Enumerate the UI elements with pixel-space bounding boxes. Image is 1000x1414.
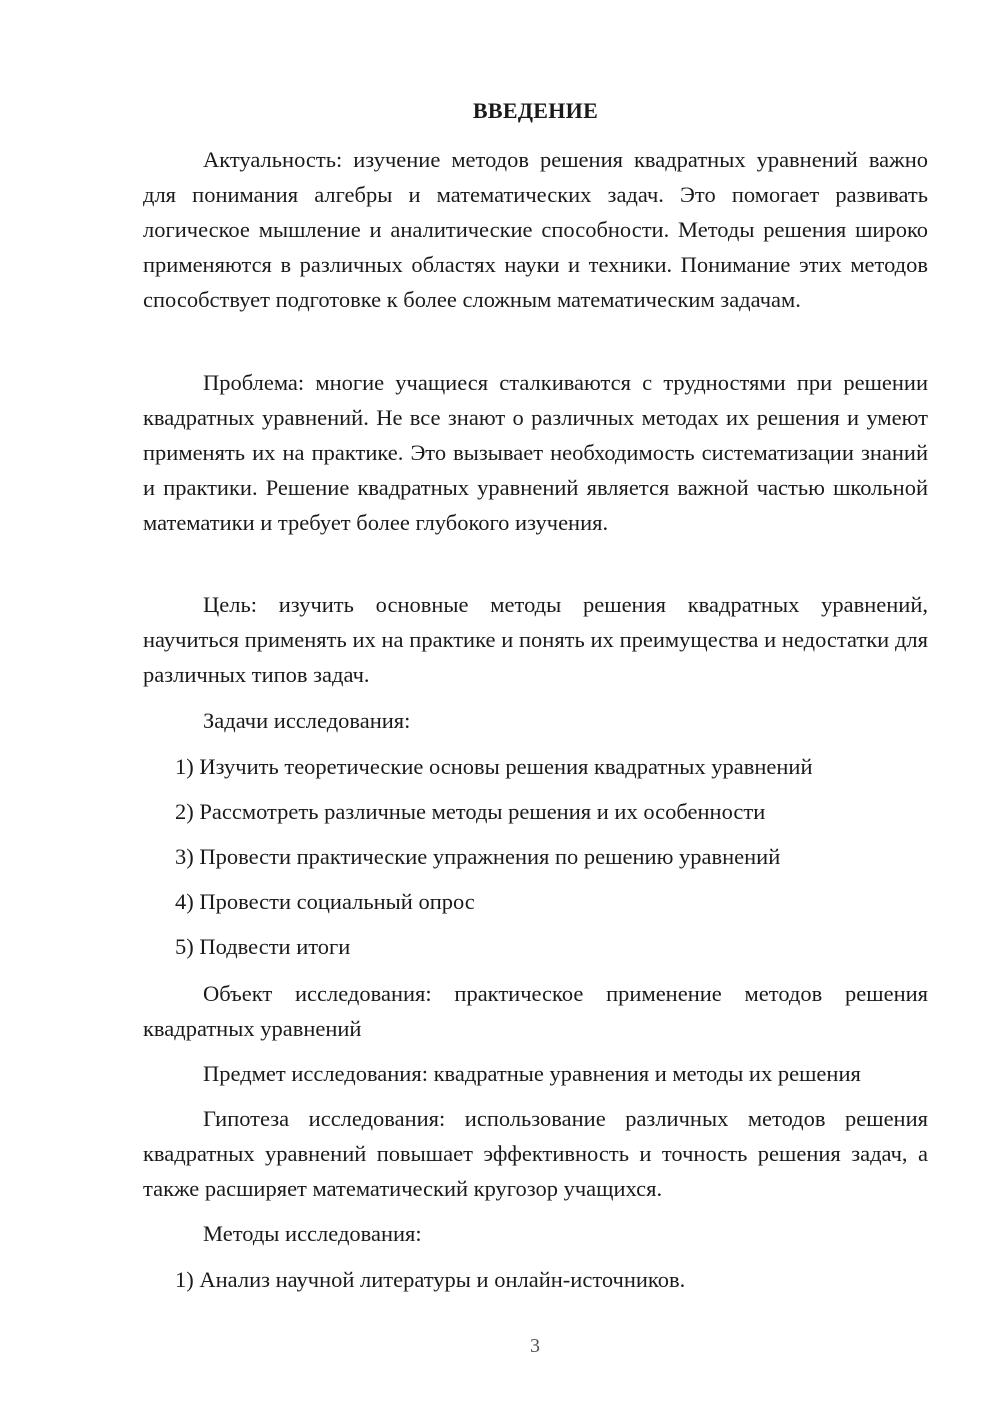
object-paragraph: Объект исследования: практическое применение методов решения квадратных уравнений	[143, 981, 928, 1041]
task-item: 5) Подвести итоги	[175, 934, 351, 959]
tasks-heading: Задачи исследования:	[203, 708, 411, 733]
task-item: 4) Провести социальный опрос	[175, 889, 475, 914]
subject-paragraph: Предмет исследования: квадратные уравнения и методы их решения	[203, 1061, 861, 1086]
page-title: ВВЕДЕНИЕ	[472, 98, 599, 123]
page-number: 3	[530, 1335, 540, 1357]
task-item: 2) Рассмотреть различные методы решения и их особенности	[175, 799, 766, 824]
problem-paragraph: Проблема: многие учащиеся сталкиваются с трудностями при решении квадратных уравнений. Не все знают о различных методах их решения и умеют применять их на практике. Это вызывает необходимость систематизации знаний и практики. Решение квадратных уравнений является важной частью школьной математики и требует более глубокого изучения.	[143, 370, 928, 535]
goal-paragraph: Цель: изучить основные методы решения квадратных уравнений, научиться применять их на практике и понять их преимущества и недостатки для различных типов задач.	[143, 592, 928, 687]
method-item: 1) Анализ научной литературы и онлайн-источников.	[175, 1267, 686, 1292]
relevance-paragraph: Актуальность: изучение методов решения квадратных уравнений важно для понимания алгебры и математических задач. Это помогает развивать логическое мышление и аналитические способности. Методы решения широко применяются в различных областях науки и техники. Понимание этих методов способствует подготовке к более сложным математическим задачам.	[143, 147, 928, 312]
hypothesis-paragraph: Гипотеза исследования: использование различных методов решения квадратных уравнений повышает эффективность и точность решения задач, а также расширяет математический кругозор учащихся.	[143, 1106, 928, 1201]
task-item: 1) Изучить теоретические основы решения квадратных уравнений	[175, 754, 813, 779]
task-item: 3) Провести практические упражнения по решению уравнений	[175, 844, 781, 869]
methods-heading: Методы исследования:	[203, 1221, 422, 1246]
